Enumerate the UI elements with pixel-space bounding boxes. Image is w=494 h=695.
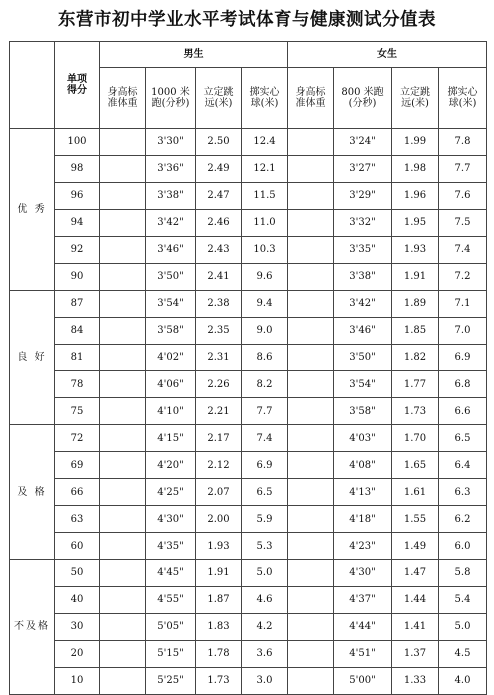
male-ball-cell: 4.6 [242,586,288,613]
female-jump-cell: 1.82 [392,344,439,371]
male-weight-cell [100,452,146,479]
female-weight-cell [288,452,334,479]
male-jump-cell: 2.26 [196,371,242,398]
female-ball-cell: 4.0 [439,667,487,694]
female-ball-cell: 7.0 [439,317,487,344]
grade-label: 良 好 [10,290,55,425]
score-cell: 92 [55,236,100,263]
male-col-header: 1000 米 跑(分秒) [146,68,196,129]
female-ball-cell: 7.7 [439,155,487,182]
female-jump-cell: 1.70 [392,425,439,452]
male-run-cell: 4'02" [146,344,196,371]
male-jump-cell: 2.43 [196,236,242,263]
female-jump-cell: 1.37 [392,640,439,667]
table-row [10,425,487,452]
male-ball-cell: 6.9 [242,452,288,479]
female-run-cell: 3'27" [334,155,392,182]
female-ball-cell: 5.0 [439,613,487,640]
table-row [10,506,487,533]
male-run-cell: 5'05" [146,613,196,640]
table-row [10,209,487,236]
male-jump-cell: 1.78 [196,640,242,667]
male-weight-cell [100,640,146,667]
female-jump-cell: 1.85 [392,317,439,344]
score-cell: 50 [55,560,100,587]
grade-label: 优 秀 [10,129,55,291]
female-jump-cell: 1.93 [392,236,439,263]
female-weight-cell [288,371,334,398]
score-cell: 20 [55,640,100,667]
score-cell: 30 [55,613,100,640]
male-weight-cell [100,344,146,371]
score-cell: 60 [55,533,100,560]
table-row [10,586,487,613]
score-table [9,41,487,695]
female-weight-cell [288,129,334,156]
score-cell: 40 [55,586,100,613]
female-jump-cell: 1.41 [392,613,439,640]
male-run-cell: 4'10" [146,398,196,425]
table-row [10,479,487,506]
female-jump-cell: 1.95 [392,209,439,236]
female-ball-cell: 7.6 [439,182,487,209]
male-ball-cell: 3.6 [242,640,288,667]
male-run-cell: 3'36" [146,155,196,182]
male-jump-cell: 2.17 [196,425,242,452]
male-run-cell: 4'35" [146,533,196,560]
table-row [10,129,487,156]
male-ball-cell: 12.4 [242,129,288,156]
female-weight-cell [288,155,334,182]
male-jump-cell: 2.47 [196,182,242,209]
male-weight-cell [100,613,146,640]
table-row [10,398,487,425]
male-weight-cell [100,182,146,209]
female-weight-cell [288,209,334,236]
female-ball-cell: 5.4 [439,586,487,613]
male-jump-cell: 2.31 [196,344,242,371]
table-row [10,263,487,290]
female-run-cell: 3'35" [334,236,392,263]
male-weight-cell [100,533,146,560]
male-weight-cell [100,236,146,263]
female-ball-cell: 6.2 [439,506,487,533]
male-weight-cell [100,425,146,452]
female-weight-cell [288,290,334,317]
female-jump-cell: 1.65 [392,452,439,479]
male-ball-cell: 3.0 [242,667,288,694]
male-ball-cell: 8.6 [242,344,288,371]
score-cell: 96 [55,182,100,209]
female-weight-cell [288,425,334,452]
female-jump-cell: 1.73 [392,398,439,425]
male-weight-cell [100,371,146,398]
male-ball-cell: 7.4 [242,425,288,452]
female-run-cell: 4'08" [334,452,392,479]
male-weight-cell [100,129,146,156]
male-weight-cell [100,263,146,290]
male-ball-cell: 8.2 [242,371,288,398]
male-jump-cell: 2.07 [196,479,242,506]
score-cell: 94 [55,209,100,236]
female-weight-cell [288,640,334,667]
female-col-header: 800 米跑 (分秒) [334,68,392,129]
female-run-cell: 3'46" [334,317,392,344]
male-run-cell: 3'46" [146,236,196,263]
female-ball-cell: 6.9 [439,344,487,371]
score-cell: 81 [55,344,100,371]
female-weight-cell [288,560,334,587]
table-row [10,317,487,344]
female-run-cell: 3'38" [334,263,392,290]
table-row [10,236,487,263]
female-jump-cell: 1.44 [392,586,439,613]
male-run-cell: 3'50" [146,263,196,290]
male-run-cell: 4'55" [146,586,196,613]
female-run-cell: 4'51" [334,640,392,667]
male-jump-cell: 2.46 [196,209,242,236]
female-run-cell: 3'50" [334,344,392,371]
female-run-cell: 4'44" [334,613,392,640]
female-weight-cell [288,506,334,533]
table-row [10,344,487,371]
table-row [10,182,487,209]
female-ball-cell: 6.8 [439,371,487,398]
male-jump-cell: 1.93 [196,533,242,560]
female-jump-cell: 1.77 [392,371,439,398]
header-male: 男生 [100,42,288,68]
male-ball-cell: 11.5 [242,182,288,209]
female-ball-cell: 6.3 [439,479,487,506]
male-jump-cell: 2.12 [196,452,242,479]
male-col-header: 身高标 准体重 [100,68,146,129]
female-run-cell: 3'54" [334,371,392,398]
male-weight-cell [100,506,146,533]
female-col-header: 身高标 准体重 [288,68,334,129]
female-ball-cell: 4.5 [439,640,487,667]
female-ball-cell: 7.1 [439,290,487,317]
female-ball-cell: 7.8 [439,129,487,156]
female-run-cell: 4'03" [334,425,392,452]
male-run-cell: 4'20" [146,452,196,479]
score-cell: 10 [55,667,100,694]
male-jump-cell: 1.83 [196,613,242,640]
header-female: 女生 [288,42,487,68]
table-row [10,640,487,667]
female-weight-cell [288,317,334,344]
female-ball-cell: 7.4 [439,236,487,263]
male-weight-cell [100,560,146,587]
female-jump-cell: 1.61 [392,479,439,506]
male-ball-cell: 9.4 [242,290,288,317]
male-ball-cell: 5.9 [242,506,288,533]
female-run-cell: 3'42" [334,290,392,317]
male-run-cell: 4'06" [146,371,196,398]
male-jump-cell: 2.41 [196,263,242,290]
table-row [10,452,487,479]
page-title: 东营市初中学业水平考试体育与健康测试分值表 [58,10,436,30]
female-weight-cell [288,398,334,425]
male-ball-cell: 4.2 [242,613,288,640]
score-cell: 63 [55,506,100,533]
male-run-cell: 3'58" [146,317,196,344]
female-ball-cell: 6.5 [439,425,487,452]
table-row [10,155,487,182]
score-cell: 98 [55,155,100,182]
score-cell: 100 [55,129,100,156]
male-weight-cell [100,398,146,425]
female-jump-cell: 1.89 [392,290,439,317]
female-run-cell: 4'37" [334,586,392,613]
male-ball-cell: 9.6 [242,263,288,290]
table-row [10,560,487,587]
score-cell: 72 [55,425,100,452]
male-ball-cell: 5.3 [242,533,288,560]
male-ball-cell: 12.1 [242,155,288,182]
male-weight-cell [100,290,146,317]
male-run-cell: 3'54" [146,290,196,317]
female-run-cell: 5'00" [334,667,392,694]
score-cell: 78 [55,371,100,398]
male-jump-cell: 1.73 [196,667,242,694]
header-score: 单项 得分 [55,42,100,129]
female-weight-cell [288,263,334,290]
female-run-cell: 3'32" [334,209,392,236]
grade-label: 不及格 [10,560,55,695]
grade-label: 及 格 [10,425,55,560]
female-ball-cell: 7.2 [439,263,487,290]
score-cell: 66 [55,479,100,506]
male-jump-cell: 1.91 [196,560,242,587]
female-ball-cell: 6.4 [439,452,487,479]
female-weight-cell [288,479,334,506]
female-weight-cell [288,613,334,640]
female-run-cell: 4'18" [334,506,392,533]
female-jump-cell: 1.91 [392,263,439,290]
male-ball-cell: 11.0 [242,209,288,236]
female-ball-cell: 7.5 [439,209,487,236]
female-ball-cell: 6.0 [439,533,487,560]
male-run-cell: 4'45" [146,560,196,587]
female-jump-cell: 1.98 [392,155,439,182]
female-jump-cell: 1.96 [392,182,439,209]
male-weight-cell [100,479,146,506]
male-jump-cell: 2.21 [196,398,242,425]
male-weight-cell [100,586,146,613]
male-ball-cell: 10.3 [242,236,288,263]
male-jump-cell: 2.49 [196,155,242,182]
female-run-cell: 3'58" [334,398,392,425]
male-ball-cell: 7.7 [242,398,288,425]
female-run-cell: 4'13" [334,479,392,506]
male-weight-cell [100,209,146,236]
male-weight-cell [100,317,146,344]
female-run-cell: 4'23" [334,533,392,560]
female-run-cell: 3'29" [334,182,392,209]
male-run-cell: 5'15" [146,640,196,667]
female-run-cell: 3'24" [334,129,392,156]
female-weight-cell [288,236,334,263]
male-jump-cell: 2.35 [196,317,242,344]
male-run-cell: 4'15" [146,425,196,452]
table-row [10,533,487,560]
male-run-cell: 3'38" [146,182,196,209]
male-run-cell: 3'42" [146,209,196,236]
header-blank-corner [10,42,55,129]
male-run-cell: 4'30" [146,506,196,533]
male-jump-cell: 1.87 [196,586,242,613]
male-weight-cell [100,155,146,182]
male-jump-cell: 2.00 [196,506,242,533]
score-cell: 75 [55,398,100,425]
female-col-header: 立定跳 远(米) [392,68,439,129]
female-jump-cell: 1.99 [392,129,439,156]
male-jump-cell: 2.38 [196,290,242,317]
female-col-header: 掷实心 球(米) [439,68,487,129]
female-jump-cell: 1.55 [392,506,439,533]
female-ball-cell: 6.6 [439,398,487,425]
female-weight-cell [288,586,334,613]
male-ball-cell: 5.0 [242,560,288,587]
female-jump-cell: 1.49 [392,533,439,560]
table-row [10,613,487,640]
male-col-header: 掷实心 球(米) [242,68,288,129]
female-jump-cell: 1.47 [392,560,439,587]
female-run-cell: 4'30" [334,560,392,587]
male-col-header: 立定跳 远(米) [196,68,242,129]
table-row [10,371,487,398]
male-run-cell: 5'25" [146,667,196,694]
male-ball-cell: 9.0 [242,317,288,344]
male-jump-cell: 2.50 [196,129,242,156]
score-cell: 90 [55,263,100,290]
female-weight-cell [288,533,334,560]
male-run-cell: 3'30" [146,129,196,156]
female-weight-cell [288,344,334,371]
female-jump-cell: 1.33 [392,667,439,694]
table-row [10,290,487,317]
female-ball-cell: 5.8 [439,560,487,587]
male-ball-cell: 6.5 [242,479,288,506]
female-weight-cell [288,182,334,209]
score-cell: 87 [55,290,100,317]
score-cell: 84 [55,317,100,344]
score-cell: 69 [55,452,100,479]
male-run-cell: 4'25" [146,479,196,506]
